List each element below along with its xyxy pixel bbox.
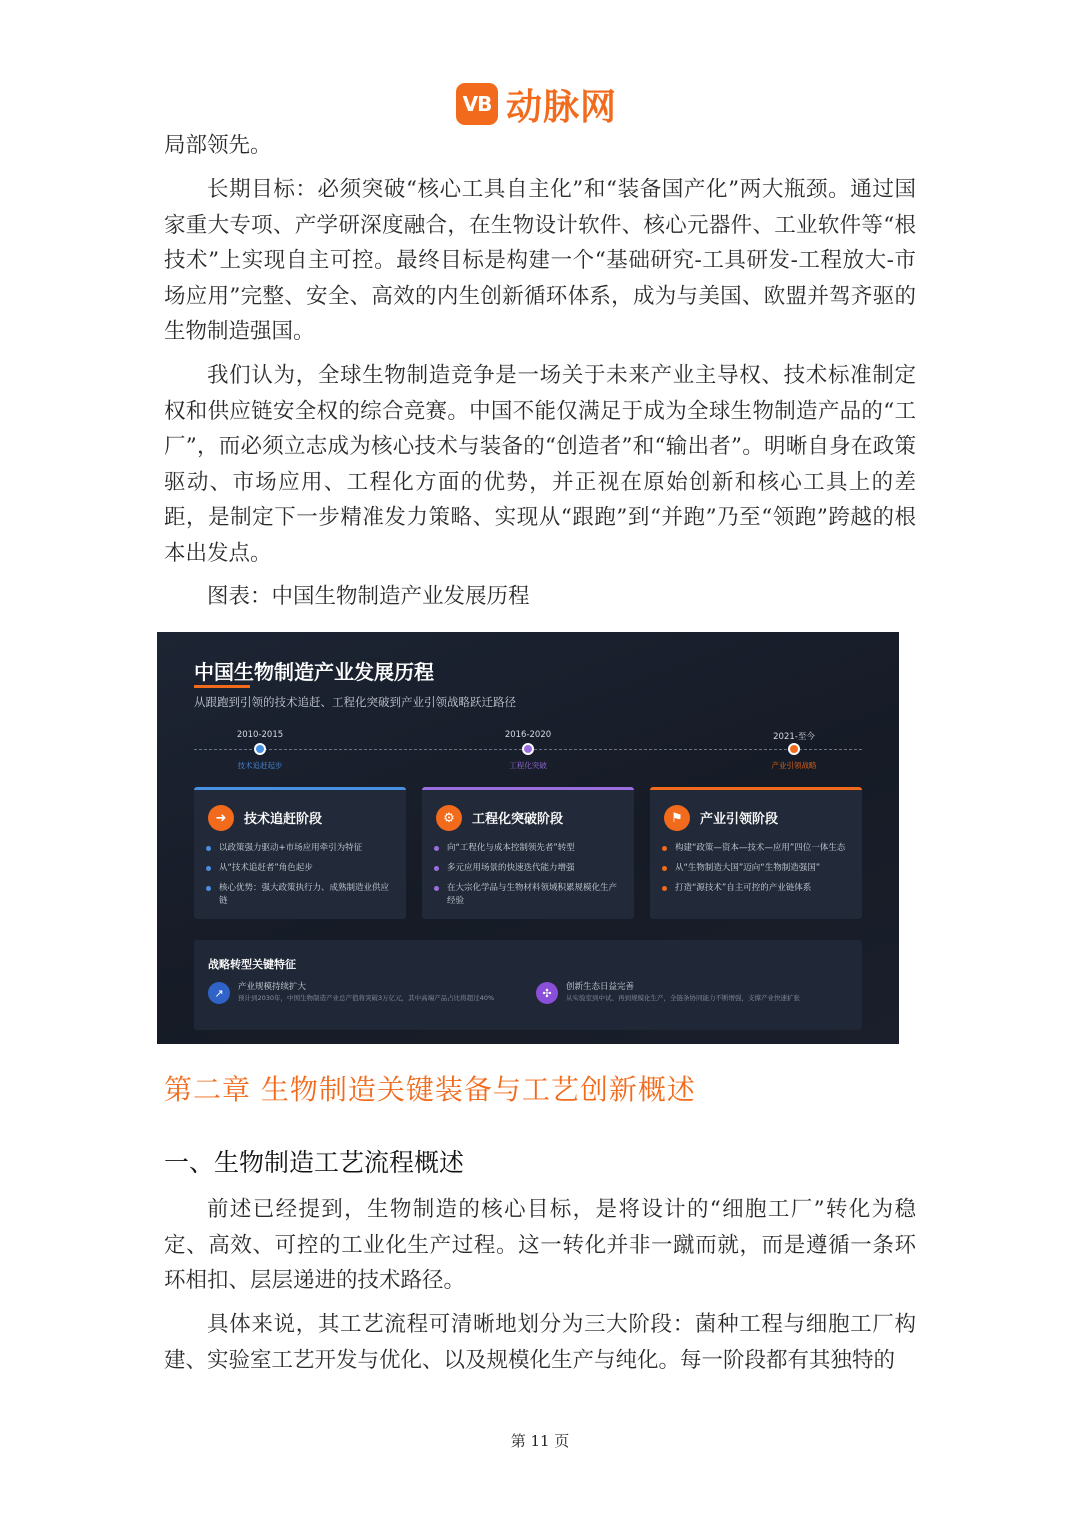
stage-title: 工程化突破阶段 xyxy=(472,812,564,827)
figure-subtitle: 从跟跑到引领的技术追赶、工程化突破到产业引领战略跃迁路径 xyxy=(194,695,516,709)
title-underline xyxy=(194,685,250,688)
key-feature-head: 创新生态日益完善 xyxy=(566,982,635,992)
stage-bullet: 从“生物制造大国”迈向“生物制造强国” xyxy=(662,862,852,875)
figure-title: 中国生物制造产业发展历程 xyxy=(194,660,434,684)
logo-mark-icon: VB xyxy=(456,83,498,125)
timeline-label: 技术追赶起步 xyxy=(237,761,283,770)
timeline-year: 2021-至今 xyxy=(773,732,815,742)
stage-card-engineering xyxy=(422,787,634,919)
key-feature-desc: 从实验室到中试、再到规模化生产，全链条协同能力不断增强，支撑产业快速扩张 xyxy=(566,994,800,1002)
stage-bullet: 以政策强力驱动+市场应用牵引为特征 xyxy=(206,842,396,855)
stage-title: 产业引领阶段 xyxy=(700,812,779,827)
timeline-year: 2016-2020 xyxy=(504,730,552,740)
timeline-dot xyxy=(522,743,534,755)
network-icon: ✣ xyxy=(536,982,558,1004)
key-feature-desc: 预计到2030年，中国生物制造产业总产值将突破3万亿元，其中高端产品占比将超过40% xyxy=(238,994,495,1002)
paragraph-our-view: 我们认为，全球生物制造竞争是一场关于未来产业主导权、技术标准制定权和供应链安全权的综合竞赛。中国不能仅满足于成为全球生物制造产品的“工厂”，而必须立志成为核心技术与装备的“创造者”和“输出者”。明晰自身在政策驱动、市场应用、工程化方面的优势，并正视在原始创新和核心工具上的差距，是制定下一步精准发力策略、实现从“跟跑”到“并跑”乃至“领跑”跨越的根本出发点。 xyxy=(164,363,916,566)
page-number: 第 11 页 xyxy=(510,1432,570,1450)
key-features-title: 战略转型关键特征 xyxy=(208,958,296,971)
key-feature-head: 产业规模持续扩大 xyxy=(238,982,307,992)
flag-icon: ⚑ xyxy=(664,805,690,831)
timeline-dot xyxy=(788,743,800,755)
stage-bullet: 多元应用场景的快速迭代能力增强 xyxy=(434,862,624,875)
stage-bullet: 在大宗化学品与生物材料领域积累规模化生产经验 xyxy=(434,882,624,908)
paragraph-long-term-goal: 长期目标：必须突破“核心工具自主化”和“装备国产化”两大瓶颈。通过国家重大专项、产学研深度融合，在生物设计软件、核心元器件、工业软件等“根技术”上实现自主可控。最终目标是构建一个“基础研究-工具研发-工程放大-市场应用”完整、安全、高效的内生创新循环体系，成为与美国、欧盟并驾齐驱的生物制造强国。 xyxy=(164,177,916,345)
stage-bullet: 构建“政策—资本—技术—应用”四位一体生态 xyxy=(662,842,852,855)
trend-chart-icon: ↗ xyxy=(208,982,230,1004)
paragraph-process-stages: 具体来说，其工艺流程可清晰地划分为三大阶段：菌种工程与细胞工厂构建、实验室工艺开发与优化、以及规模化生产与纯化。每一阶段都有其独特的 xyxy=(164,1312,916,1373)
brand-logo xyxy=(456,82,617,126)
logo-text: 动脉网 xyxy=(506,86,618,128)
timeline-label: 工程化突破 xyxy=(509,761,547,770)
stage-bullet: 向“工程化与成本控制领先者”转型 xyxy=(434,842,624,855)
stage-bullet: 从“技术追赶者”角色起步 xyxy=(206,862,396,875)
paragraph-continuation: 局部领先。 xyxy=(164,133,272,158)
development-history-figure xyxy=(157,632,899,1044)
chapter-title: 第二章 生物制造关键装备与工艺创新概述 xyxy=(164,1073,696,1106)
timeline-label: 产业引领战略 xyxy=(771,761,817,770)
stage-bullet: 打造“源技术”自主可控的产业链体系 xyxy=(662,882,852,895)
stage-bullet: 核心优势：强大政策执行力、成熟制造业供应链 xyxy=(206,882,396,908)
section-title: 一、生物制造工艺流程概述 xyxy=(164,1148,465,1177)
running-person-icon: ➜ xyxy=(208,805,234,831)
paragraph-process-intro: 前述已经提到，生物制造的核心目标，是将设计的“细胞工厂”转化为稳定、高效、可控的工业化生产过程。这一转化并非一蹴而就，而是遵循一条环环相扣、层层递进的技术路径。 xyxy=(164,1197,916,1294)
key-features-panel xyxy=(194,940,862,1030)
timeline-year: 2010-2015 xyxy=(236,730,284,740)
timeline-dot xyxy=(254,743,266,755)
figure-caption: 图表：中国生物制造产业发展历程 xyxy=(207,584,530,609)
stage-title: 技术追赶阶段 xyxy=(244,812,323,827)
stage-card-catch-up xyxy=(194,787,406,919)
gears-icon: ⚙ xyxy=(436,805,462,831)
stage-card-leading xyxy=(650,787,862,919)
